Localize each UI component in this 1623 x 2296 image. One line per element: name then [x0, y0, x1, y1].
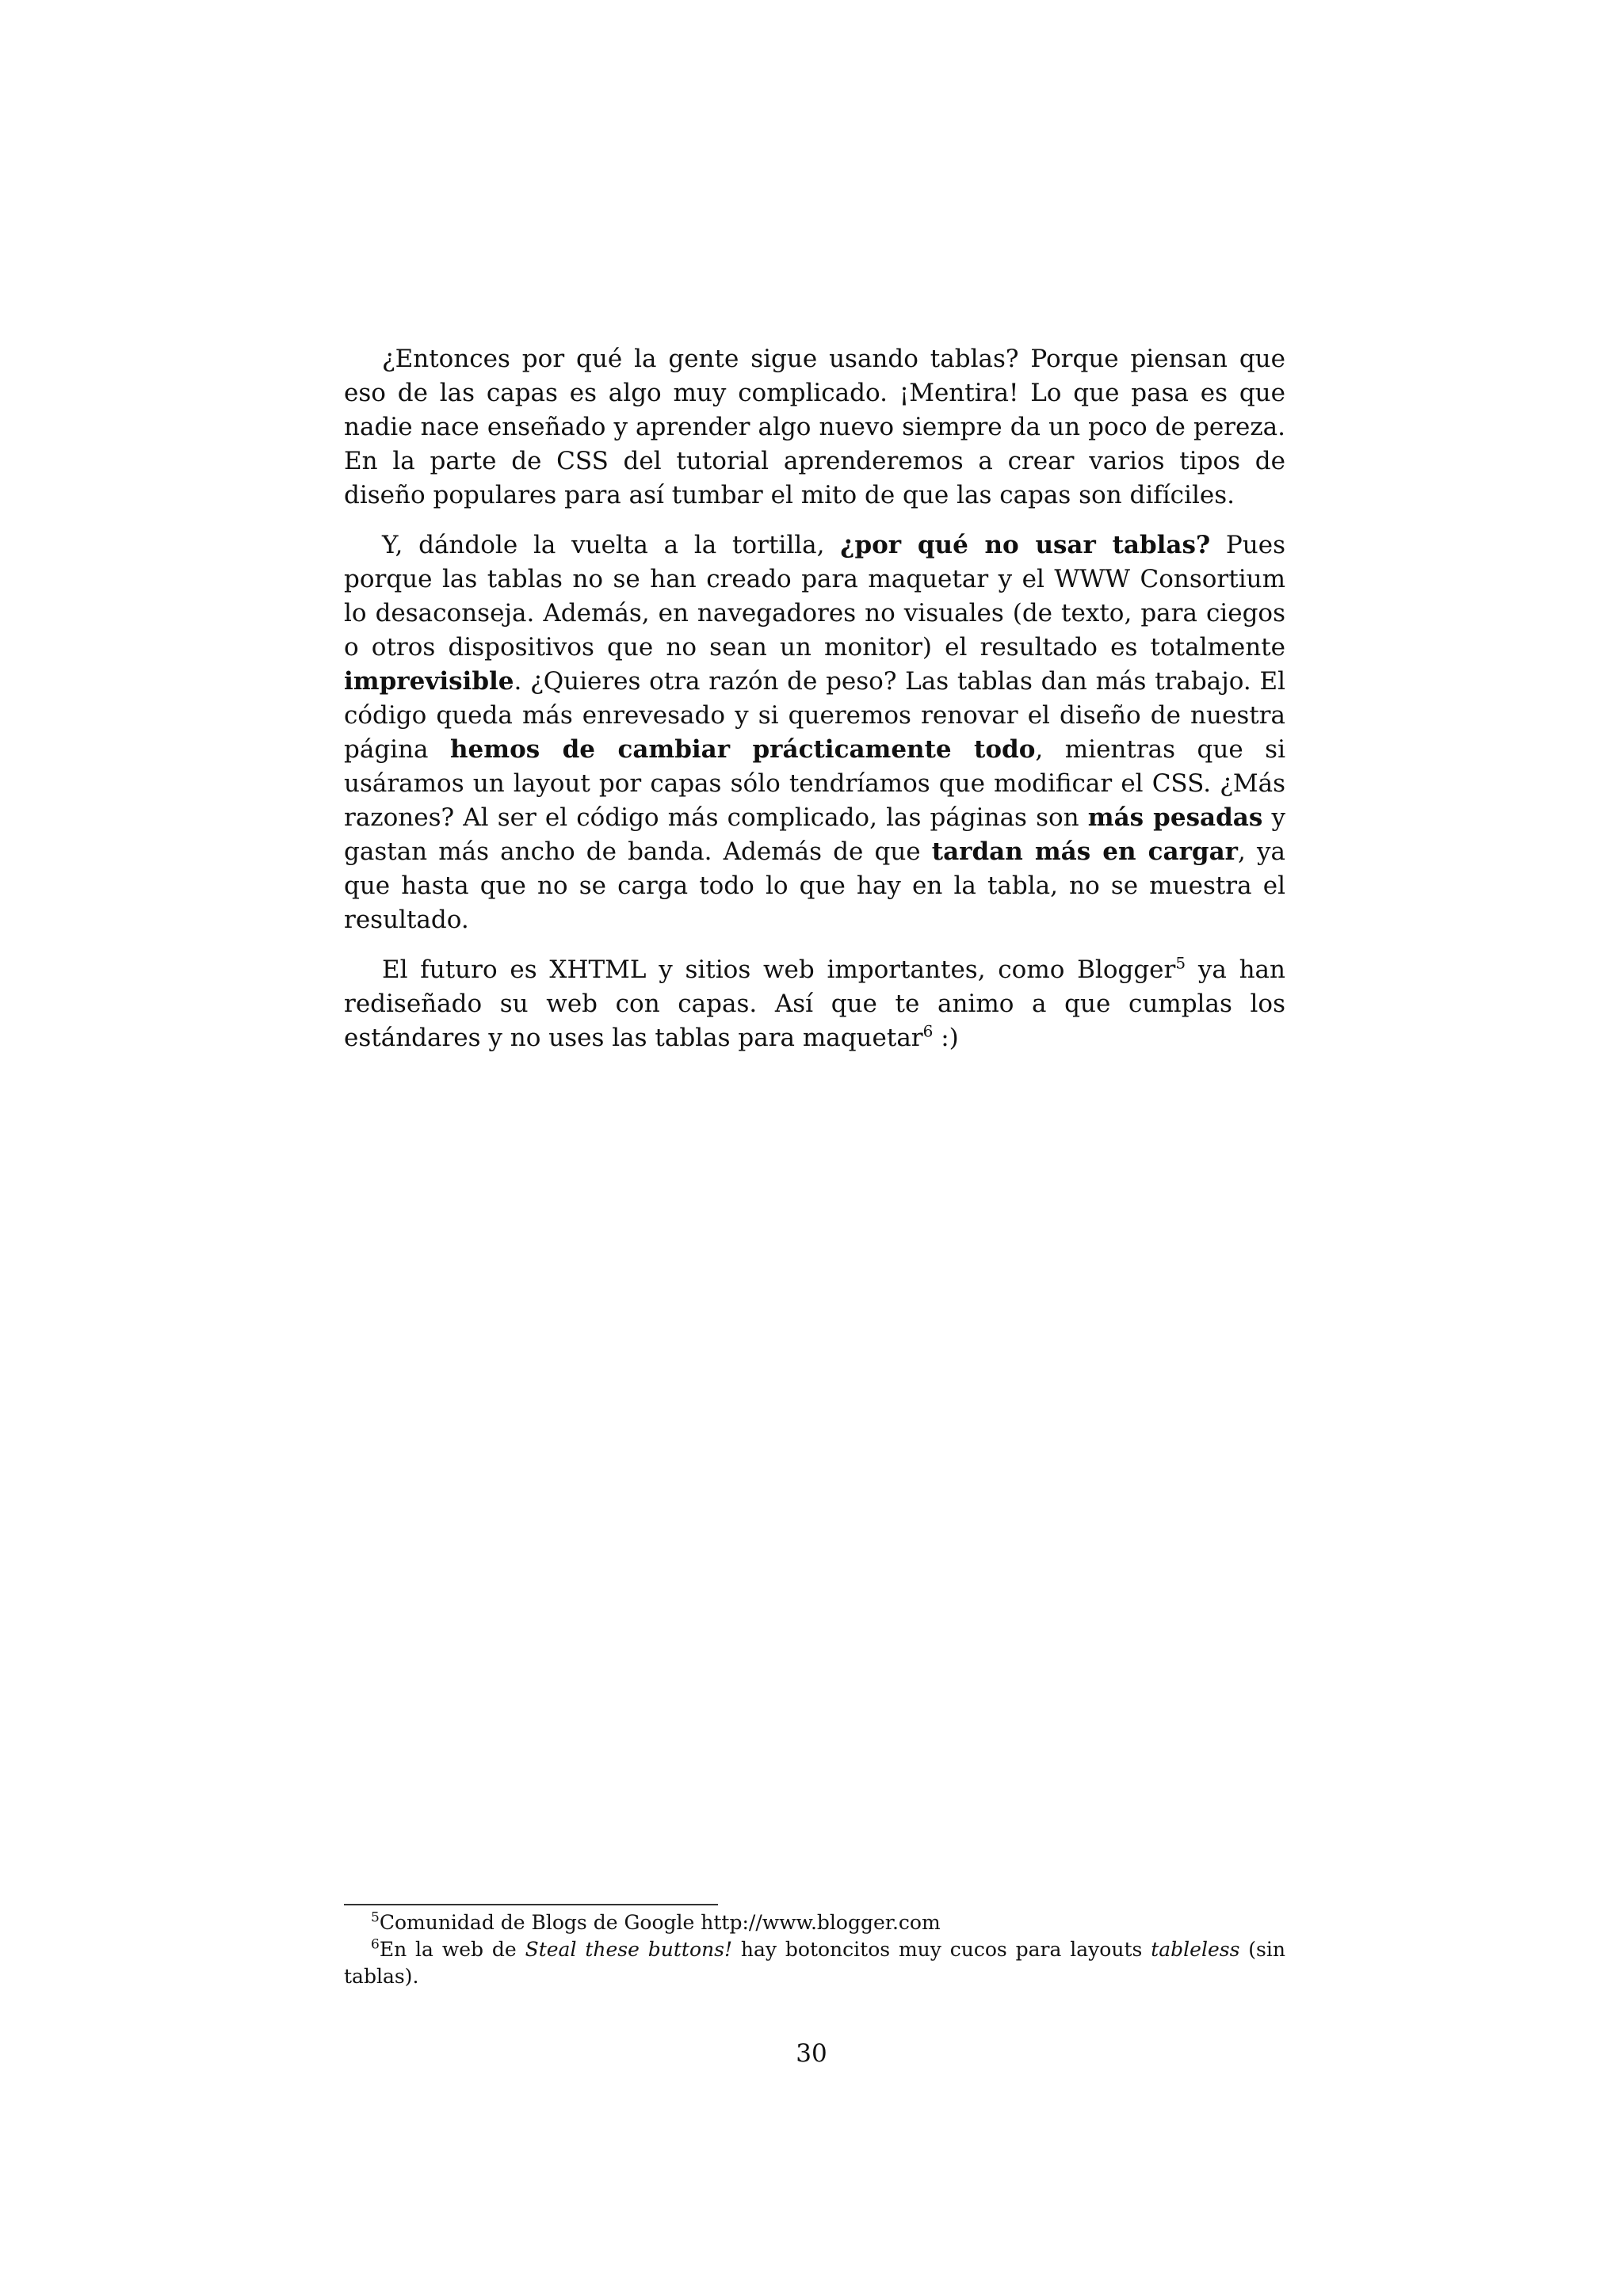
footnote-text	[344, 1938, 1285, 1988]
page-number: 30	[796, 2039, 827, 2068]
text-run: , ya que hasta que no se carga todo lo que hay en la tabla, no se muestra el resultado.	[344, 837, 1285, 934]
emphasis-bold: hemos de cambiar prácticamente todo	[450, 735, 1036, 764]
footnote-text	[380, 1911, 941, 1934]
text-run: Comunidad de Blogs de Google http://www.blogger.com	[379, 1911, 941, 1934]
paragraph-2	[344, 528, 1285, 937]
footnote-marker: 6	[371, 1936, 380, 1953]
text-run: En la web de	[379, 1938, 525, 1961]
emphasis-bold: imprevisible	[344, 667, 514, 696]
emphasis-italic: Steal these buttons!	[525, 1938, 733, 1961]
text-run: Pues porque las tablas no se han creado para maquetar y el WWW Consortium lo desaconseja. Además, en navegadores no visuales (de texto, para ciegos o otros dispositivos que no sean un monitor) el resultado es totalmente	[344, 531, 1285, 662]
footnotes	[344, 1909, 1285, 1990]
text-run: , mientras que si usáramos un layout por capas sólo tendríamos que modificar el CSS. ¿Más razones? Al ser el código más complicado, las páginas son	[344, 735, 1285, 832]
body-text	[344, 342, 1285, 1071]
text-run: Y, dándole la vuelta a la tortilla,	[382, 531, 841, 559]
emphasis-bold: ¿por qué no usar tablas?	[840, 531, 1211, 559]
text-run: y gastan más ancho de banda. Además de que	[344, 803, 1285, 866]
paragraph-1	[344, 342, 1285, 513]
footnote-6	[344, 1936, 1285, 1990]
text-run: ya han rediseñado su web con capas. Así que te animo a que cumplas los estándares y no uses las tablas para maquetar	[344, 955, 1285, 1052]
text-run: :)	[933, 1024, 959, 1052]
text-run: (sin tablas).	[344, 1938, 1285, 1988]
footnote-divider	[344, 1904, 718, 1905]
footnote-marker: 5	[371, 1909, 380, 1926]
text-run: . ¿Quieres otra razón de peso? Las tablas dan más trabajo. El código queda más enrevesado y si queremos renovar el diseño de nuestra página	[344, 667, 1285, 764]
footnote-reference: 6	[922, 1021, 934, 1041]
emphasis-bold: más pesadas	[1087, 803, 1263, 832]
text-run: ¿Entonces por qué la gente sigue usando tablas? Porque piensan que eso de las capas es algo muy complicado. ¡Mentira! Lo que pasa es que nadie nace enseñado y aprender algo nuevo siempre da un poco de pereza. En la parte de CSS del tutorial aprenderemos a crear varios tipos de diseño populares para así tumbar el mito de que las capas son difíciles.	[344, 345, 1285, 509]
footnote-5	[344, 1909, 1285, 1936]
text-run: hay botoncitos muy cucos para layouts	[732, 1938, 1151, 1961]
emphasis-italic: tableless	[1151, 1938, 1240, 1961]
emphasis-bold: tardan más en cargar	[931, 837, 1238, 866]
footnote-reference: 5	[1175, 953, 1186, 973]
paragraph-3	[344, 953, 1285, 1055]
text-run: El futuro es XHTML y sitios web importantes, como Blogger	[382, 955, 1176, 984]
